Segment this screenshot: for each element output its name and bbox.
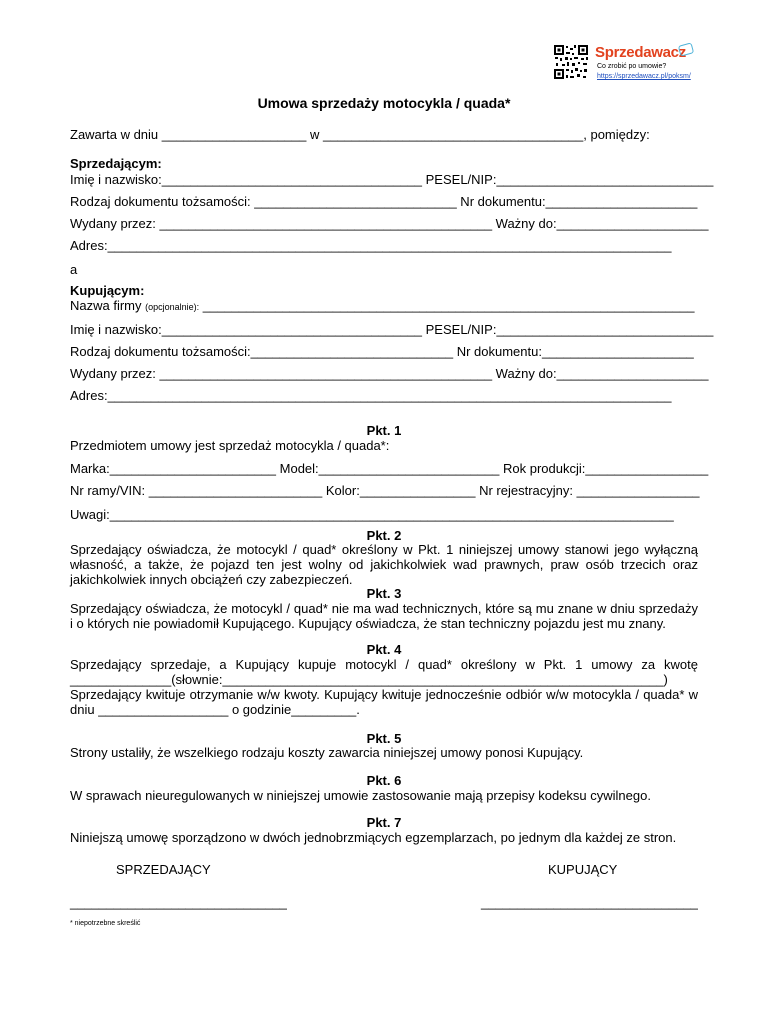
- pkt7-title: Pkt. 7: [366, 815, 402, 830]
- buyer-signature-label: KUPUJĄCY: [548, 862, 618, 877]
- pkt1-notes-line: Uwagi:______________________________________________________________________________: [70, 507, 674, 522]
- pkt4-title: Pkt. 4: [366, 642, 402, 657]
- buyer-company-label: Nazwa firmy: [70, 298, 142, 313]
- pkt7-text: Niniejszą umowę sporządzono w dwóch jednobrzmiących egzemplarzach, po jednym dla każdej ze stron.: [70, 830, 677, 845]
- brand-tagline: Co zrobić po umowie?: [597, 63, 667, 70]
- buyer-name-line: Imię i nazwisko:____________________________________ PESEL/NIP:______________________________: [70, 322, 714, 337]
- contract-intro-line: Zawarta w dniu ____________________ w ____________________________________, pomiędzy:: [70, 127, 650, 142]
- buyer-address-line: Adres:______________________________________________________________________________: [70, 388, 672, 403]
- document-title: Umowa sprzedaży motocykla / quada*: [257, 95, 511, 111]
- seller-document-line: Rodzaj dokumentu tożsamości: ____________________________ Nr dokumentu:_____________________: [70, 194, 698, 209]
- buyer-company-line: [70, 298, 694, 313]
- qr-code-icon: [553, 44, 589, 80]
- brand-badge-icon: [678, 42, 694, 56]
- seller-signature-line: ______________________________: [70, 895, 287, 910]
- pkt4-line1: Sprzedający sprzedaje, a Kupujący kupuje motocykl / quad* określony w Pkt. 1 umowy za kwotę: [70, 657, 698, 672]
- pkt1-title: Pkt. 1: [366, 423, 402, 438]
- pkt4-text: [70, 657, 698, 717]
- pkt1-vin-line: Nr ramy/VIN: ________________________ Kolor:________________ Nr rejestracyjny: _________________: [70, 483, 700, 498]
- pkt6-title: Pkt. 6: [366, 773, 402, 788]
- seller-heading: Sprzedającym:: [70, 156, 162, 171]
- buyer-company-blank: ____________________________________________________________________: [199, 298, 695, 313]
- pkt5-text: Strony ustaliły, że wszelkiego rodzaju koszty zawarcia niniejszej umowy ponosi Kupujący.: [70, 745, 584, 760]
- pkt4-line4: dniu __________________ o godzinie_________.: [70, 702, 360, 717]
- pkt1-intro: Przedmiotem umowy jest sprzedaż motocykla / quada*:: [70, 438, 390, 453]
- buyer-issued-line: Wydany przez: ______________________________________________ Ważny do:_____________________: [70, 366, 709, 381]
- seller-address-line: Adres:______________________________________________________________________________: [70, 238, 672, 253]
- pkt4-line2: ______________(słownie:_____________________________________________________________): [70, 672, 668, 687]
- seller-name-line: Imię i nazwisko:____________________________________ PESEL/NIP:______________________________: [70, 172, 714, 187]
- pkt3-text: Sprzedający oświadcza, że motocykl / quad* nie ma wad technicznych, które są mu znane w dniu sprzedaży i o których nie powiadomił Kupującego. Kupujący oświadcza, że stan techniczny pojazdu jest mu znany.: [70, 601, 698, 631]
- buyer-company-optional: (opcjonalnie):: [145, 302, 200, 312]
- pkt5-title: Pkt. 5: [366, 731, 402, 746]
- footnote: * niepotrzebne skreślić: [70, 920, 141, 927]
- brand-logo: Sprzedawacz: [595, 44, 686, 61]
- buyer-document-line: Rodzaj dokumentu tożsamości:____________________________ Nr dokumentu:_____________________: [70, 344, 694, 359]
- seller-issued-line: Wydany przez: ______________________________________________ Ważny do:_____________________: [70, 216, 709, 231]
- buyer-signature-line: ______________________________: [481, 895, 698, 910]
- pkt2-title: Pkt. 2: [366, 528, 402, 543]
- pkt3-title: Pkt. 3: [366, 586, 402, 601]
- buyer-heading: Kupującym:: [70, 283, 145, 298]
- seller-signature-label: SPRZEDAJĄCY: [116, 862, 211, 877]
- and-connector: a: [70, 262, 78, 277]
- brand-link[interactable]: https://sprzedawacz.pl/poksm/: [597, 73, 691, 80]
- pkt2-text: Sprzedający oświadcza, że motocykl / quad* określony w Pkt. 1 niniejszej umowy stanowi jego wyłączną własność, a także, że pojazd ten jest wolny od jakichkolwiek wad prawnych, praw osób trzecich oraz jakichkolwiek innych obciążeń czy zabezpieczeń.: [70, 542, 698, 587]
- header-brand-block: [553, 44, 713, 84]
- pkt4-line3: Sprzedający kwituje otrzymanie w/w kwoty. Kupujący kwituje jednocześnie odbiór w/w motocykla / quada* w: [70, 687, 698, 702]
- pkt6-text: W sprawach nieuregulowanych w niniejszej umowie zastosowanie mają przepisy kodeksu cywilnego.: [70, 788, 651, 803]
- pkt1-vehicle-line: Marka:_______________________ Model:_________________________ Rok produkcji:_________________: [70, 461, 709, 476]
